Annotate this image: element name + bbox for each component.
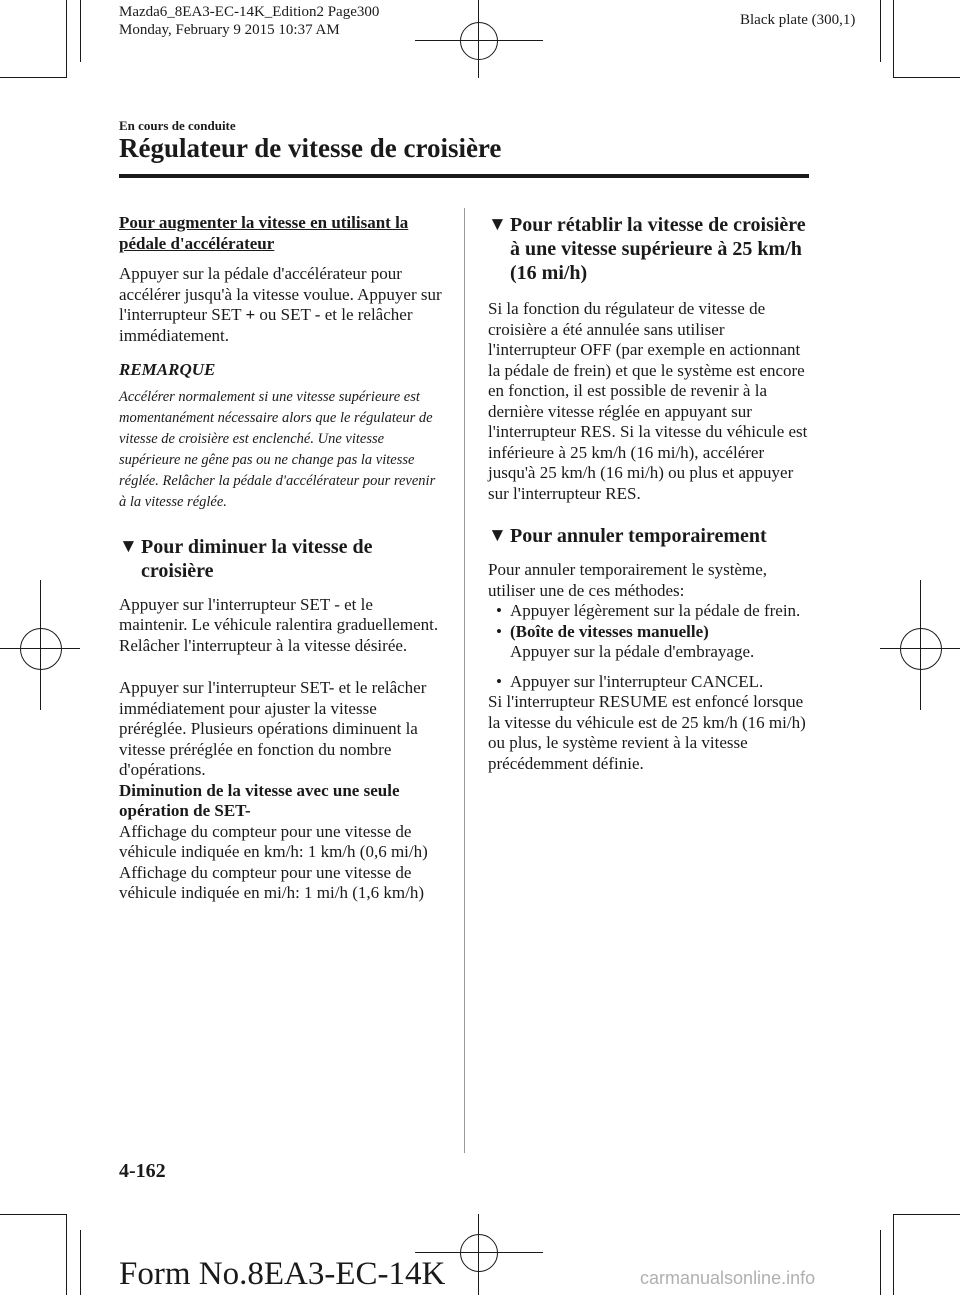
list-item: • (Boîte de vitesses manuelle) <box>488 622 814 643</box>
right-column <box>488 213 814 783</box>
bullet-icon: • <box>496 601 502 620</box>
bold-label-single-set: Diminution de la vitesse avec une seule opération de SET- <box>119 780 400 820</box>
heading-decrease: ▼ Pour diminuer la vitesse de croisière <box>119 535 373 582</box>
doc-id: Mazda6_8EA3-EC-14K_Edition2 Page300 <box>119 4 380 20</box>
triangle-down-icon: ▼ <box>119 535 138 557</box>
bullet-icon: • <box>496 671 502 691</box>
bullet-icon: • <box>496 621 502 641</box>
paragraph-resume-switch: Si l'interrupteur RESUME est enfoncé lorsque la vitesse du véhicule est de 25 km/h (16 mi/h) ou plus, le système revient à la vitesse précédemment définie. <box>488 692 806 773</box>
paragraph-decrease-3: Appuyer sur l'interrupteur SET- et le relâcher immédiatement pour ajuster la vitesse préréglée. Plusieurs opérations diminuent la vitesse préréglée en fonction du nombre d'opérations. <box>119 678 427 779</box>
left-column <box>119 213 445 913</box>
paragraph-mph: Affichage du compteur pour une vitesse de véhicule indiquée en mi/h: 1 mi/h (1,6 km/h) <box>119 862 424 902</box>
section-label: En cours de conduite <box>119 118 236 133</box>
print-header <box>119 3 379 39</box>
watermark: carmanualsonline.info <box>640 1268 816 1288</box>
paragraph-resume: Si la fonction du régulateur de vitesse de croisière a été annulée sans utiliser l'interrupteur OFF (par exemple en actionnant la pédale de frein) et que le système est encore en fonction, il est possible de revenir à la dernière vitesse réglée en appuyant sur l'interrupteur RES. Si la vitesse du véhicule est inférieure à 25 km/h (16 mi/h), accélérer jusqu'à 25 km/h (16 mi/h) ou plus et appuyer sur l'interrupteur RES. <box>488 299 808 503</box>
heading-cancel: ▼ Pour annuler temporairement <box>488 525 767 547</box>
triangle-down-icon: ▼ <box>488 214 507 235</box>
paragraph-decrease-2: Relâcher l'interrupteur à la vitesse désirée. <box>119 635 408 655</box>
note-text: Accélérer normalement si une vitesse supérieure est momentanément nécessaire alors que le régulateur de vitesse de croisière est enclenché. Une vitesse supérieure ne gêne pas ou ne change pas la vitesse réglée. Relâcher la pédale d'accélérateur pour revenir à la vitesse réglée. <box>119 388 436 510</box>
list-item-sub: Appuyer sur la pédale d'embrayage. <box>510 642 755 661</box>
list-item: • Appuyer sur l'interrupteur CANCEL. <box>488 672 814 693</box>
paragraph-accelerate: Appuyer sur la pédale d'accélérateur pour accélérer jusqu'à la vitesse voulue. Appuyer sur l'interrupteur SET + ou SET - et le relâcher immédiatement. <box>119 264 442 345</box>
title-rule <box>119 174 809 178</box>
paragraph-decrease-1: Appuyer sur l'interrupteur SET - et le maintenir. Le véhicule ralentira graduellement. <box>119 594 439 634</box>
page-title: Régulateur de vitesse de croisière <box>119 133 502 163</box>
triangle-down-icon: ▼ <box>488 525 507 546</box>
print-timestamp: Monday, February 9 2015 10:37 AM <box>119 22 340 38</box>
heading-resume: ▼ Pour rétablir la vitesse de croisière à une vitesse supérieure à 25 km/h (16 mi/h) <box>488 214 806 284</box>
subheading-accelerate: Pour augmenter la vitesse en utilisant la pédale d'accélérateur <box>119 213 409 253</box>
list-item: • Appuyer légèrement sur la pédale de frein. <box>488 601 814 622</box>
form-number: Form No.8EA3-EC-14K <box>119 1256 446 1292</box>
paragraph-cancel: Pour annuler temporairement le système, utiliser une de ces méthodes: <box>488 560 767 600</box>
page-number: 4-162 <box>119 1160 166 1182</box>
paragraph-kmh: Affichage du compteur pour une vitesse de véhicule indiquée en km/h: 1 km/h (0,6 mi/h) <box>119 821 428 861</box>
plus-icon: + <box>245 305 256 324</box>
note-title: REMARQUE <box>119 360 216 379</box>
column-divider <box>464 208 465 1153</box>
plate-label: Black plate (300,1) <box>740 12 856 28</box>
